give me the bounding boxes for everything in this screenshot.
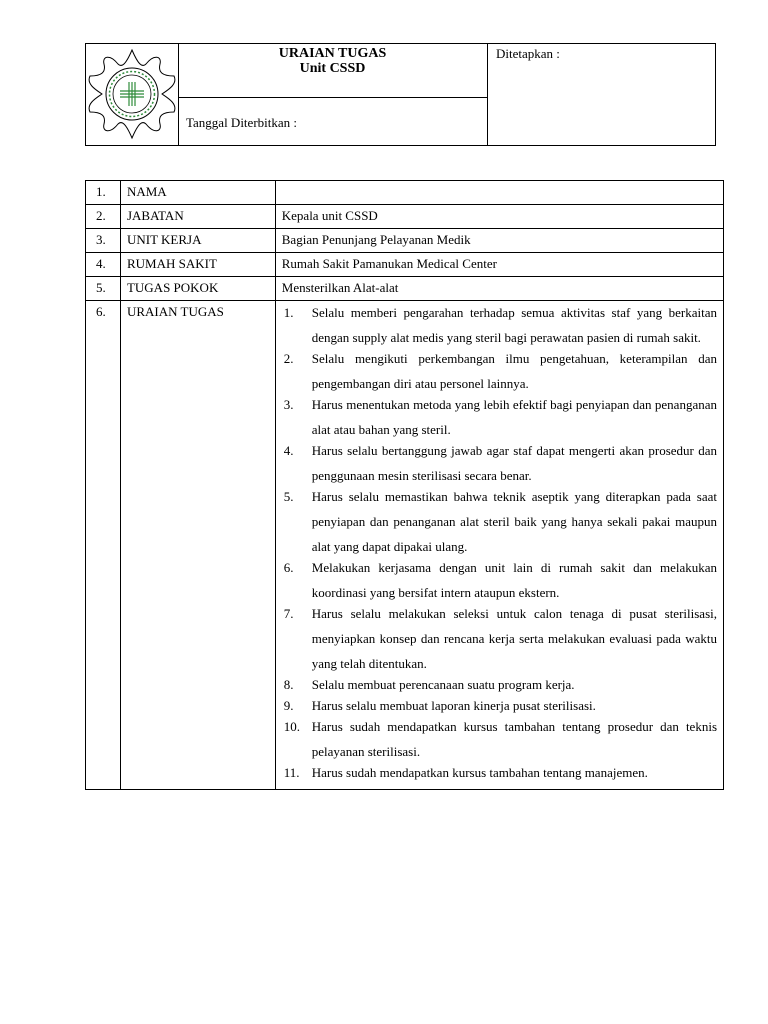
table-row [86, 229, 724, 253]
list-item-number: 6. [283, 560, 294, 575]
hospital-logo-icon [86, 44, 178, 145]
list-item-text: Selalu memberi pengarahan terhadap semua aktivitas staf yang berkaitan dengan supply alat medis yang steril bagi perawatan pasien di rumah sakit. [311, 305, 717, 345]
list-item-text: Selalu membuat perencanaan suatu program kerja. [311, 677, 575, 692]
row-key: URAIAN TUGAS [120, 301, 275, 790]
row-number: 4. [86, 253, 121, 277]
approval-cell [488, 44, 715, 145]
logo-cell [86, 44, 179, 145]
list-item [282, 392, 717, 442]
list-item [282, 714, 717, 764]
list-item-text: Melakukan kerjasama dengan unit lain di rumah sakit dan melakukan koordinasi yang bersifat intern ataupun ekstern. [311, 560, 717, 600]
list-item [282, 555, 717, 605]
table-row-duties [86, 301, 724, 790]
list-item-number: 3. [283, 397, 294, 412]
issue-date-label: Tanggal Diterbitkan : [186, 115, 298, 130]
list-item [282, 346, 717, 396]
list-item-text: Harus selalu membuat laporan kinerja pusat sterilisasi. [311, 698, 596, 713]
row-value: Mensterilkan Alat-alat [275, 277, 723, 301]
list-item-number: 4. [283, 443, 294, 458]
issue-date-cell [178, 97, 488, 145]
row-value: Kepala unit CSSD [275, 205, 723, 229]
row-number: 3. [86, 229, 121, 253]
list-item-text: Selalu mengikuti perkembangan ilmu pengetahuan, keterampilan dan pengembangan diri atau personel lainnya. [311, 351, 717, 391]
row-number: 6. [86, 301, 121, 790]
list-item [282, 760, 717, 785]
approval-label: Ditetapkan : [496, 46, 560, 61]
list-item-number: 2. [283, 351, 294, 366]
list-item-text: Harus sudah mendapatkan kursus tambahan tentang prosedur dan teknis pelayanan sterilisasi. [311, 719, 717, 759]
list-item-number: 11. [283, 765, 300, 780]
list-item-number: 5. [283, 489, 294, 504]
list-item [282, 601, 717, 676]
row-number: 2. [86, 205, 121, 229]
list-item [282, 438, 717, 488]
list-item-number: 9. [283, 698, 294, 713]
list-item [282, 300, 717, 350]
title-cell [178, 44, 488, 98]
list-item-text: Harus menentukan metoda yang lebih efektif bagi penyiapan dan penanganan alat atau bahan yang steril. [311, 397, 717, 437]
list-item-text: Harus selalu bertanggung jawab agar staf dapat mengerti akan prosedur dan penggunaan mesin sterilisasi secara benar. [311, 443, 717, 483]
row-number: 1. [86, 181, 121, 205]
document-title: URAIAN TUGAS [278, 46, 387, 61]
list-item-text: Harus selalu memastikan bahwa teknik aseptik yang diterapkan pada saat penyiapan dan penanganan alat steril baik yang hanya sekali pakai maupun alat yang dapat dipakai ulang. [311, 489, 717, 554]
row-key: NAMA [120, 181, 275, 205]
document-header [85, 43, 716, 146]
row-number: 5. [86, 277, 121, 301]
duties-cell [275, 301, 723, 790]
row-value [275, 181, 723, 205]
duties-list [282, 300, 717, 785]
unit-title: Unit CSSD [299, 61, 366, 76]
row-value: Bagian Penunjang Pelayanan Medik [275, 229, 723, 253]
job-description-table [85, 180, 724, 790]
list-item [282, 484, 717, 559]
row-key: TUGAS POKOK [120, 277, 275, 301]
list-item-number: 1. [283, 305, 294, 320]
table-row [86, 277, 724, 301]
table-row [86, 181, 724, 205]
list-item-text: Harus sudah mendapatkan kursus tambahan tentang manajemen. [311, 765, 648, 780]
row-key: RUMAH SAKIT [120, 253, 275, 277]
row-key: JABATAN [120, 205, 275, 229]
table-row [86, 253, 724, 277]
list-item-number: 7. [283, 606, 294, 621]
list-item-text: Harus selalu melakukan seleksi untuk calon tenaga di pusat sterilisasi, menyiapkan konsep dan rencana kerja serta melakukan evaluasi pada waktu yang telah ditentukan. [311, 606, 717, 671]
table-row [86, 205, 724, 229]
list-item-number: 10. [283, 719, 301, 734]
row-key: UNIT KERJA [120, 229, 275, 253]
row-value: Rumah Sakit Pamanukan Medical Center [275, 253, 723, 277]
list-item-number: 8. [283, 677, 294, 692]
